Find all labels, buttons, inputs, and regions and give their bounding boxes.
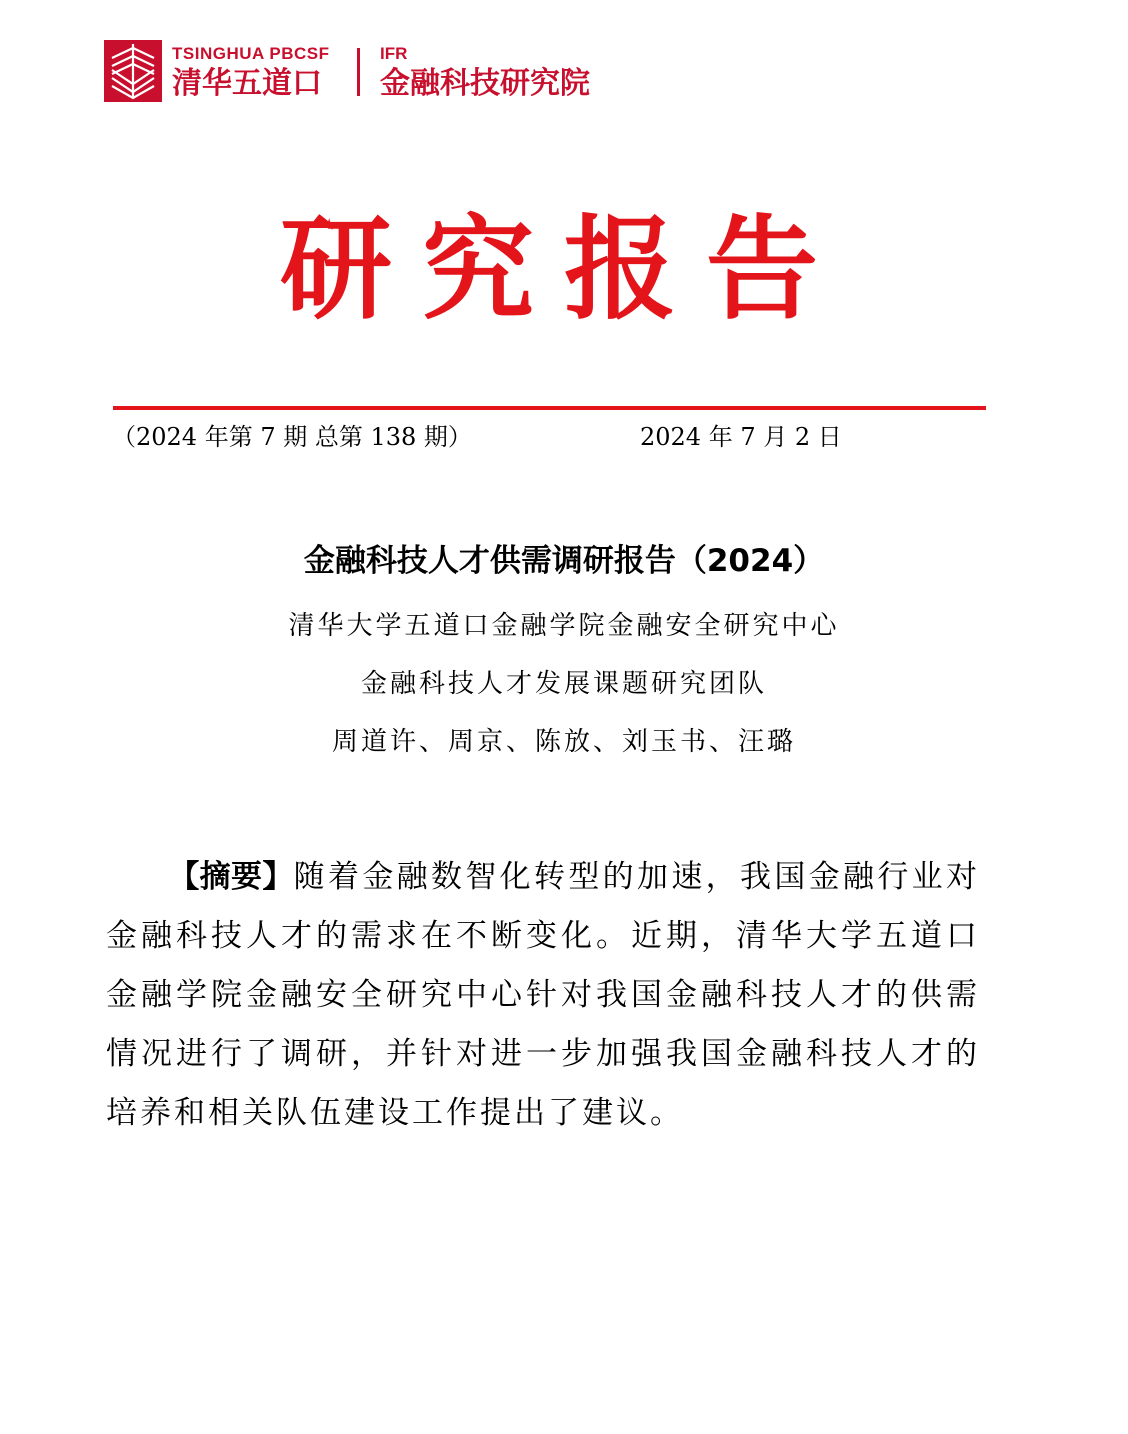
document-title: 金融科技人才供需调研报告（2024） [303,543,825,579]
masthead-divider [113,406,986,410]
ifr-chinese-name: 金融科技研究院 [380,66,590,101]
author-organization: 清华大学五道口金融学院金融安全研究中心 [288,611,840,641]
header [104,38,624,104]
issue-number: （2024 年第 7 期 总第 138 期） [112,423,472,451]
publish-date: 2024 年 7 月 2 日 [640,423,842,451]
ifr-english-name: IFR [380,44,408,63]
brand-english-name: TSINGHUA PBCSF [172,44,330,63]
author-names: 周道许、周京、陈放、刘玉书、汪璐 [331,727,796,757]
abstract-label: 【摘要】 [168,859,294,895]
abstract-text: 随着金融数智化转型的加速，我国金融行业对金融科技人才的需求在不断变化。近期，清华大学五道口金融学院金融安全研究中心针对我国金融科技人才的供需情况进行了调研，并针对进一步加强我国金融科技人才的培养和相关队伍建设工作提出了建议。 [106,859,981,1131]
brand-divider [357,48,360,96]
author-team: 金融科技人才发展课题研究团队 [360,669,767,699]
tsinghua-pbcsf-emblem-icon [104,40,162,102]
report-masthead-title: 研究报告 [280,204,848,335]
brand-chinese-name: 清华五道口 [172,66,322,101]
abstract-paragraph [106,848,980,1143]
